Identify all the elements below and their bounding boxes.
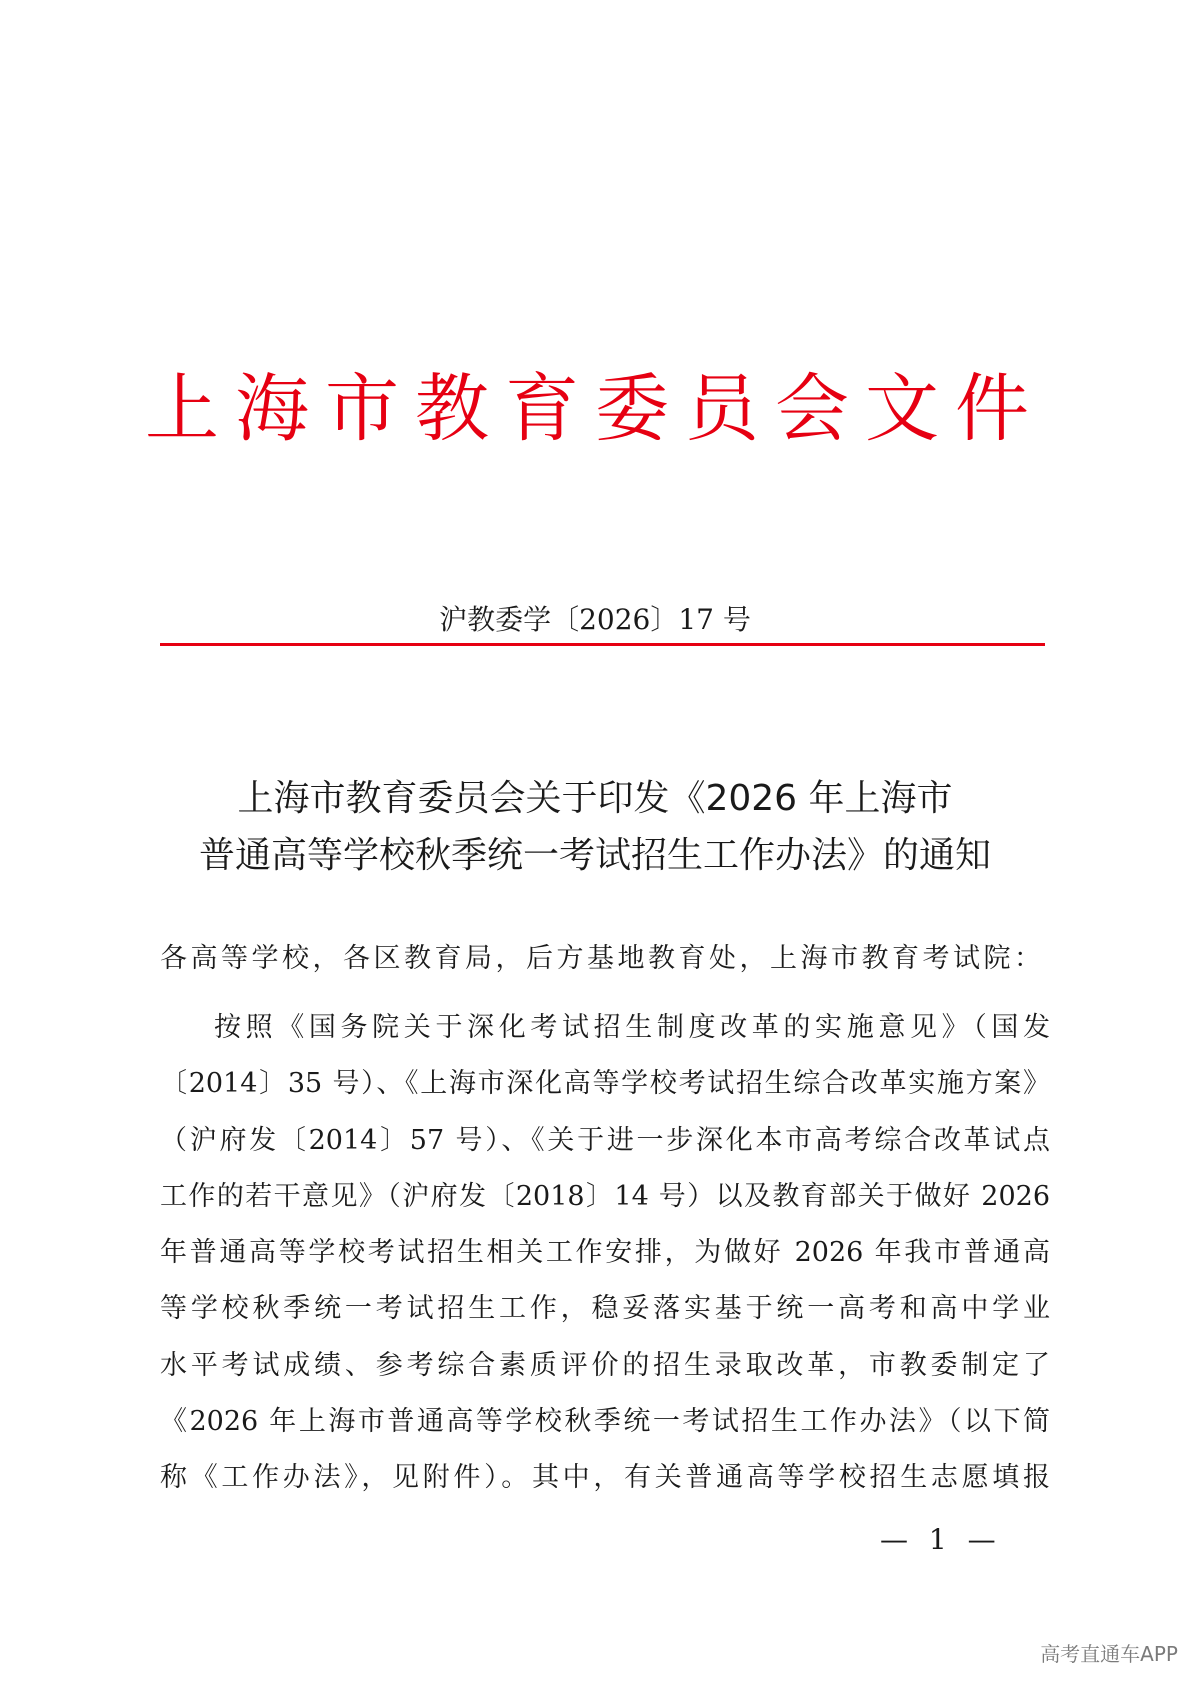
red-divider — [160, 643, 1045, 646]
body-line: 称《工作办法》，见附件）。其中，有关普通高等学校招生志愿填报 — [160, 1462, 1050, 1494]
page-number: — 1 — — [880, 1523, 1002, 1556]
body-line: 等学校秋季统一考试招生工作，稳妥落实基于统一高考和高中学业 — [160, 1293, 1050, 1325]
body-line: 〔2014〕35 号）、《上海市深化高等学校考试招生综合改革实施方案》 — [160, 1068, 1050, 1100]
notice-title — [0, 770, 1190, 884]
body-line: 水平考试成绩、参考综合素质评价的招生录取改革，市教委制定了 — [160, 1349, 1050, 1381]
issuer-title: 上海市教育委员会文件 — [145, 366, 1045, 452]
body-line: 工作的若干意见》（沪府发〔2018〕14 号）以及教育部关于做好 2026 — [160, 1180, 1050, 1212]
body-line: 《2026 年上海市普通高等学校秋季统一考试招生工作办法》（以下简 — [160, 1406, 1050, 1438]
notice-title-line: 普通高等学校秋季统一考试招生工作办法》的通知 — [198, 835, 991, 876]
document-number: 沪教委学〔2026〕17 号 — [439, 603, 751, 636]
body-paragraph — [160, 1000, 1050, 1507]
body-line: 按照《国务院关于深化考试招生制度改革的实施意见》（国发 — [214, 1012, 1050, 1043]
body-line: 年普通高等学校考试招生相关工作安排，为做好 2026 年我市普通高 — [160, 1237, 1050, 1269]
body-line: （沪府发〔2014〕57 号）、《关于进一步深化本市高考综合改革试点 — [160, 1124, 1050, 1156]
app-watermark: 高考直通车APP — [1040, 1642, 1178, 1666]
salutation: 各高等学校，各区教育局，后方基地教育处，上海市教育考试院： — [160, 943, 1045, 974]
notice-title-line: 上海市教育委员会关于印发《2026 年上海市 — [237, 778, 953, 819]
